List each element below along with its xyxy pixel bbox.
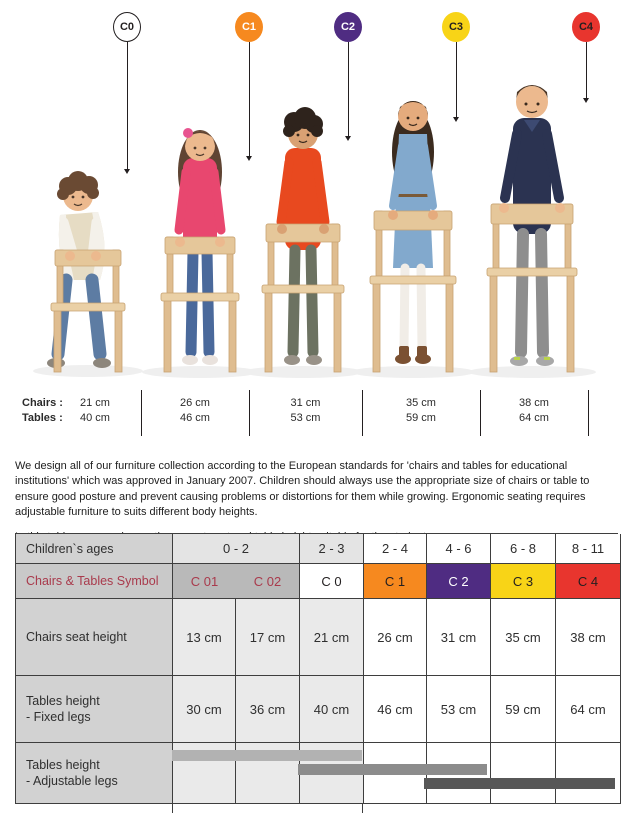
fixed-legs-label-line1: Tables height: [26, 694, 100, 708]
age-cell-2-4: 2 - 4: [364, 534, 427, 564]
leader-line-c0: [127, 42, 128, 169]
adjustable-range-bar-medium: [298, 764, 487, 775]
child-3-hand: [319, 224, 329, 234]
child-4-hand: [428, 210, 438, 220]
age-cell-0-2: 0 - 2: [173, 534, 300, 564]
adjustable-legs-label-line1: Tables height: [26, 758, 100, 772]
symbol-c02: C 02: [253, 573, 282, 589]
child-4: [392, 101, 434, 364]
seat-height-c3: 35 cm: [491, 599, 556, 676]
size-badge-c1: C1: [235, 12, 263, 42]
seat-height-c4: 38 cm: [556, 599, 621, 676]
table-height-value: 59 cm: [406, 412, 436, 424]
child-5-hand: [499, 203, 509, 213]
chair-height-value: 26 cm: [180, 397, 210, 409]
leader-line-c3: [456, 42, 457, 117]
symbol-cell-c01-c02: [173, 564, 300, 599]
leader-arrow-c4: [583, 98, 589, 103]
seat-height-c1: 26 cm: [364, 599, 427, 676]
chair-2: [161, 237, 239, 372]
seat-height-c0: 21 cm: [300, 599, 364, 676]
leader-line-c4: [586, 42, 587, 98]
symbol-cell-c1: C 1: [364, 564, 427, 599]
table-stub-divider: [362, 803, 363, 813]
leader-line-c2: [348, 42, 349, 136]
size-badge-c0: C0: [113, 12, 141, 42]
tables-label: Tables :: [22, 412, 63, 424]
fixed-height-c0: 40 cm: [300, 676, 364, 743]
age-cell-6-8: 6 - 8: [491, 534, 556, 564]
measure-col-5: [480, 396, 588, 426]
symbol-cell-c3: C 3: [491, 564, 556, 599]
seat-height-row-label: Chairs seat height: [16, 599, 173, 676]
fixed-height-c3: 59 cm: [491, 676, 556, 743]
size-badge-c2: C2: [334, 12, 362, 42]
chairs-label: Chairs :: [22, 397, 63, 409]
adjustable-cell-c3: [491, 743, 556, 804]
table-height-value: 53 cm: [290, 412, 321, 424]
adjustable-legs-row-label: [16, 743, 173, 804]
fixed-height-c01: 30 cm: [173, 676, 236, 743]
symbol-c01: C 01: [190, 573, 219, 589]
child-5: [505, 85, 559, 366]
leader-arrow-c1: [246, 156, 252, 161]
leader-arrow-c2: [345, 136, 351, 141]
children-chairs-photo: [0, 0, 630, 384]
child-4-hand: [388, 210, 398, 220]
child-2-hand: [175, 237, 185, 247]
leader-line-c1: [249, 42, 250, 156]
measure-col-2: [141, 396, 249, 426]
intro-paragraph: We design all of our furniture collection according to the European standards for 'chairs and tables for educational institutions' which was approved in January 2007. Children should always use the appropriate size of chairs or table to ensure good posture and prevent causing problems or distortions for them while growing. Ergonomic seating requires adjustable furniture to suits different body heights.: [15, 460, 590, 519]
adjustable-range-bar-large: [424, 778, 615, 789]
table-stub-divider: [172, 803, 173, 813]
measure-col-4: [362, 396, 480, 426]
table-height-value: 46 cm: [180, 412, 210, 424]
ages-row-label: Children`s ages: [16, 534, 173, 564]
chair-height-value: 38 cm: [519, 397, 549, 409]
measure-col-1: [22, 396, 110, 426]
child-1-hand: [91, 251, 101, 261]
seat-height-c02: 17 cm: [236, 599, 300, 676]
child-2-hand: [215, 237, 225, 247]
child-1-hand: [65, 251, 75, 261]
chair-height-value: 35 cm: [406, 397, 436, 409]
measure-col-3: [249, 396, 362, 426]
seat-height-c01: 13 cm: [173, 599, 236, 676]
adjustable-range-bar-small: [172, 750, 362, 761]
size-badge-c4: C4: [572, 12, 600, 42]
symbol-row-label: Chairs & Tables Symbol: [16, 564, 173, 599]
size-badge-c3: C3: [442, 12, 470, 42]
fixed-legs-label-line2: - Fixed legs: [26, 710, 91, 724]
chair-height-value: 31 cm: [290, 397, 321, 409]
fixed-height-c4: 64 cm: [556, 676, 621, 743]
age-cell-8-11: 8 - 11: [556, 534, 621, 564]
age-cell-4-6: 4 - 6: [427, 534, 491, 564]
adjustable-legs-label-line2: - Adjustable legs: [26, 774, 118, 788]
age-cell-2-3: 2 - 3: [300, 534, 364, 564]
fixed-height-c02: 36 cm: [236, 676, 300, 743]
child-3-hand: [277, 224, 287, 234]
fixed-height-c2: 53 cm: [427, 676, 491, 743]
symbol-cell-c2: C 2: [427, 564, 491, 599]
measure-divider: [588, 390, 589, 436]
symbol-cell-c4: C 4: [556, 564, 621, 599]
size-table: [15, 533, 618, 804]
adjustable-cell-c4: [556, 743, 621, 804]
seat-height-c2: 31 cm: [427, 599, 491, 676]
leader-arrow-c3: [453, 117, 459, 122]
measurements-strip: [0, 388, 630, 440]
children-chairs-illustration: [0, 0, 630, 384]
child-5-hand: [555, 203, 565, 213]
leader-arrow-c0: [124, 169, 130, 174]
chair-height-value: 21 cm: [80, 397, 110, 409]
fixed-height-c1: 46 cm: [364, 676, 427, 743]
table-height-value: 64 cm: [519, 412, 549, 424]
table-height-value: 40 cm: [80, 412, 110, 424]
symbol-cell-c0: C 0: [300, 564, 364, 599]
fixed-legs-row-label: [16, 676, 173, 743]
